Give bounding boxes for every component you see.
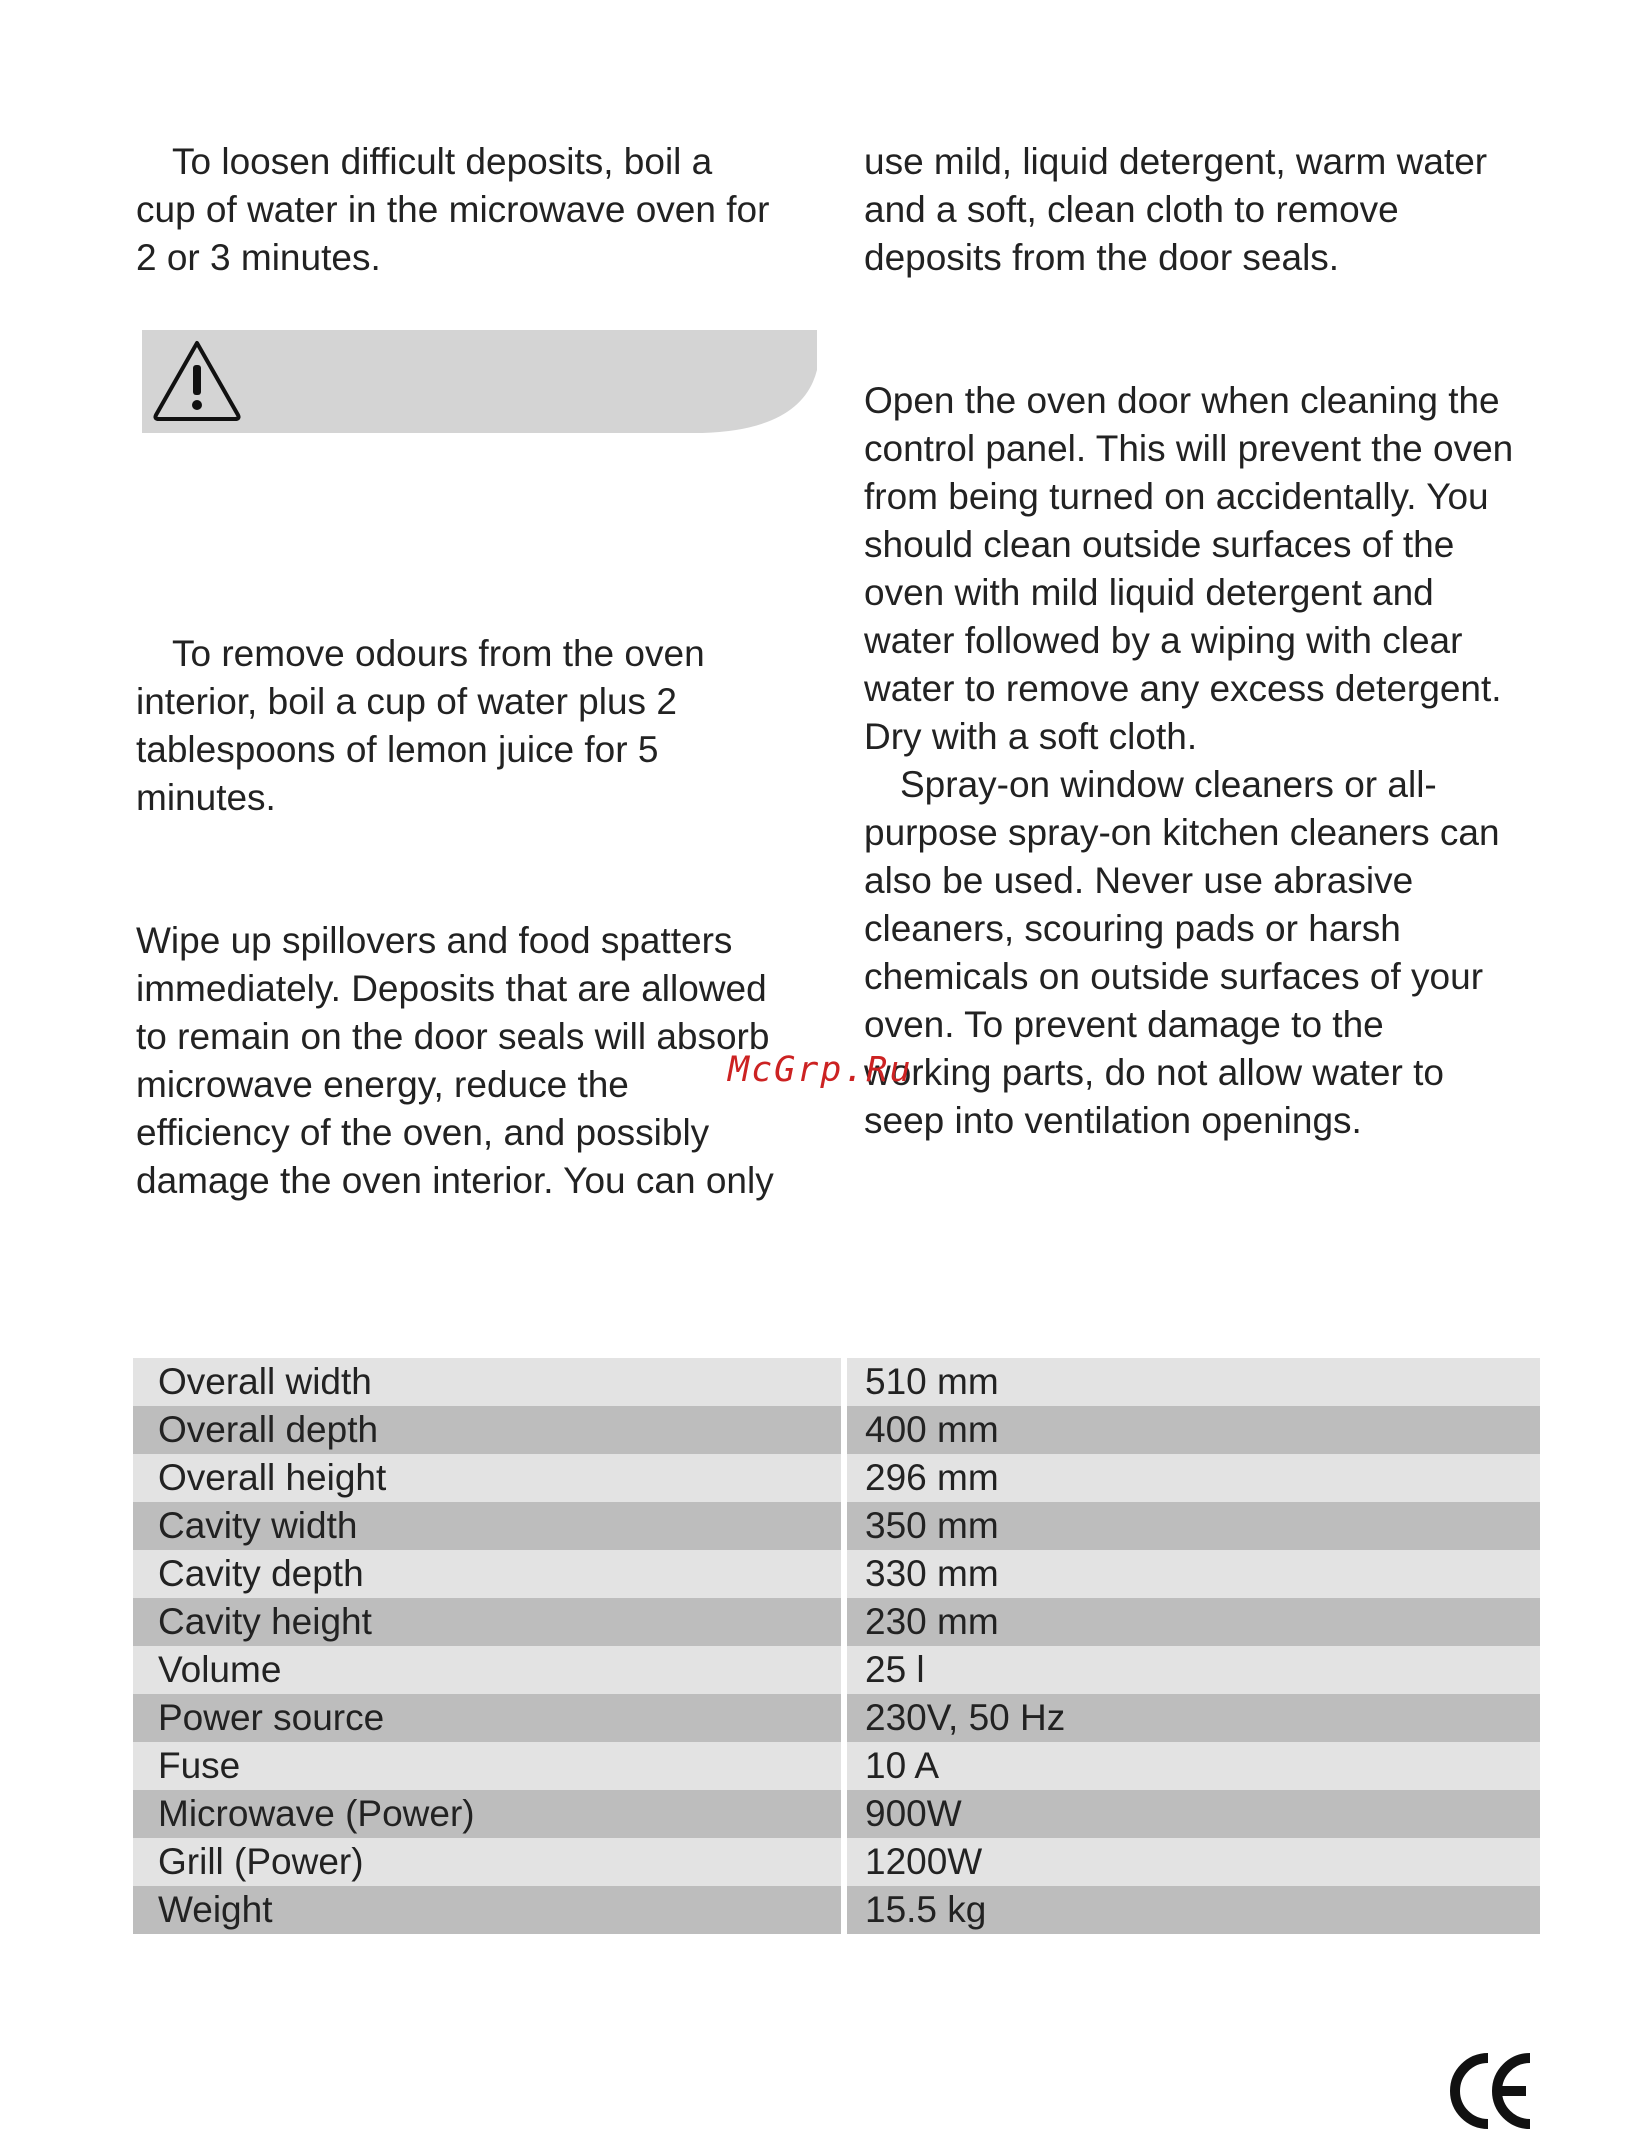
spec-value: 400 mm xyxy=(847,1406,1540,1454)
spec-label: Weight xyxy=(133,1886,841,1934)
spec-label: Overall width xyxy=(133,1358,841,1406)
warning-bar xyxy=(142,330,822,435)
spec-value: 296 mm xyxy=(847,1454,1540,1502)
spec-value: 510 mm xyxy=(847,1358,1540,1406)
ce-mark-icon xyxy=(1450,2048,1536,2134)
left-paragraph-deposits: To loosen difficult deposits, boil a cup of water in the microwave oven for 2 or 3 minutes. xyxy=(136,141,770,278)
spec-label: Overall depth xyxy=(133,1406,841,1454)
spec-value: 230 mm xyxy=(847,1598,1540,1646)
spec-value: 350 mm xyxy=(847,1502,1540,1550)
spec-value: 900W xyxy=(847,1790,1540,1838)
spec-label: Cavity depth xyxy=(133,1550,841,1598)
spec-label: Cavity width xyxy=(133,1502,841,1550)
table-row xyxy=(133,1502,1540,1550)
spec-label: Fuse xyxy=(133,1742,841,1790)
spec-value: 15.5 kg xyxy=(847,1886,1540,1934)
specifications-table xyxy=(133,1358,1540,1934)
spec-value: 230V, 50 Hz xyxy=(847,1694,1540,1742)
table-row xyxy=(133,1790,1540,1838)
table-row xyxy=(133,1694,1540,1742)
table-row xyxy=(133,1742,1540,1790)
right-paragraph-door-seals: use mild, liquid detergent, warm water and a soft, clean cloth to remove deposits from the door seals. xyxy=(864,141,1488,278)
table-row xyxy=(133,1358,1540,1406)
spec-label: Microwave (Power) xyxy=(133,1790,841,1838)
spec-label: Power source xyxy=(133,1694,841,1742)
table-row xyxy=(133,1454,1540,1502)
right-paragraph-spray-cleaners: Spray-on window cleaners or all- purpose spray-on kitchen cleaners can also be used. Never use abrasive cleaners, scouring pads or harsh chemicals on outside surfaces of your oven. To prevent damage to the working parts, do not allow water to seep into ventilation openings. xyxy=(864,764,1500,1141)
spec-value: 25 l xyxy=(847,1646,1540,1694)
spec-label: Grill (Power) xyxy=(133,1838,841,1886)
table-row xyxy=(133,1646,1540,1694)
table-row xyxy=(133,1598,1540,1646)
spec-value: 1200W xyxy=(847,1838,1540,1886)
spec-label: Overall height xyxy=(133,1454,841,1502)
spec-value: 330 mm xyxy=(847,1550,1540,1598)
spec-value: 10 A xyxy=(847,1742,1540,1790)
left-paragraph-spillovers: Wipe up spillovers and food spatters immediately. Deposits that are allowed to remain on the door seals will absorb microwave energy, reduce the efficiency of the oven, and possibly damage the oven interior. You can only xyxy=(136,920,774,1201)
left-paragraph-odours: To remove odours from the oven interior, boil a cup of water plus 2 tablespoons of lemon juice for 5 minutes. xyxy=(136,633,705,818)
table-row xyxy=(133,1838,1540,1886)
right-paragraph-control-panel: Open the oven door when cleaning the control panel. This will prevent the oven from being turned on accidentally. You should clean outside surfaces of the oven with mild liquid detergent and water followed by a wiping with clear water to remove any excess detergent. Dry with a soft cloth. xyxy=(864,380,1514,757)
table-row xyxy=(133,1886,1540,1934)
spec-label: Volume xyxy=(133,1646,841,1694)
spec-label: Cavity height xyxy=(133,1598,841,1646)
watermark: McGrp.Ru xyxy=(728,1050,913,1090)
table-row xyxy=(133,1550,1540,1598)
table-row xyxy=(133,1406,1540,1454)
warning-triangle-icon xyxy=(150,337,244,423)
